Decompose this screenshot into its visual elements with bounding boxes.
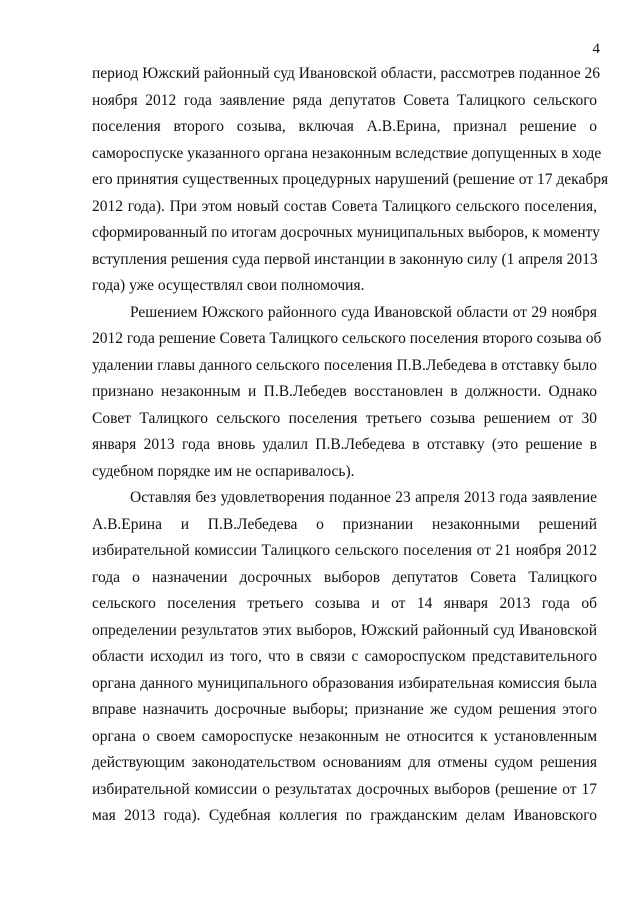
text-line: Решением Южского районного суда Ивановской области от 29 ноября — [130, 303, 597, 321]
document-body — [92, 61, 609, 830]
text-line: избирательной комиссии Талицкого сельского поселения от 21 ноября 2012 — [92, 542, 597, 559]
text-line: определении результатов этих выборов, Южский районный суд Ивановской — [92, 621, 597, 639]
text-line: января 2013 года вновь удалил П.В.Лебедева в отставку (это решение в — [92, 436, 597, 453]
text-line: А.В.Ерина и П.В.Лебедева о признании незаконными решений — [92, 515, 597, 533]
text-line: ноября 2012 года заявление ряда депутатов Совета Талицкого сельского — [92, 91, 597, 109]
text-line: самороспуске указанного органа незаконным вследствие допущенных в ходе — [92, 144, 602, 162]
text-line: года) уже осуществлял свои полномочия. — [92, 277, 365, 294]
text-line: органа данного муниципального образования избирательная комиссия была — [92, 674, 597, 692]
text-line: сформированный по итогам досрочных муниципальных выборов, к моменту — [92, 224, 600, 241]
text-line: области исходил из того, что в связи с самороспуском представительного — [92, 648, 597, 665]
text-line: Оставляя без удовлетворения поданное 23 апреля 2013 года заявление — [130, 489, 597, 506]
text-line: период Южский районный суд Ивановской области, рассмотрев поданное 26 — [92, 65, 601, 82]
paragraph-2 — [92, 300, 602, 486]
text-line: Совет Талицкого сельского поселения третьего созыва решением от 30 — [92, 409, 597, 427]
text-line: вправе назначить досрочные выборы; признание же судом решения этого — [92, 701, 597, 718]
text-line: 2012 года). При этом новый состав Совета Талицкого сельского поселения, — [92, 197, 597, 215]
text-line: признано незаконным и П.В.Лебедев восстановлен в должности. Однако — [92, 383, 597, 400]
text-line: 2012 года решение Совета Талицкого сельского поселения второго созыва об — [92, 330, 602, 347]
text-line: удалении главы данного сельского поселения П.В.Лебедева в отставку было — [92, 356, 597, 374]
text-line: поселения второго созыва, включая А.В.Ерина, признал решение о — [92, 118, 597, 135]
text-line: его принятия существенных процедурных нарушений (решение от 17 декабря — [92, 171, 609, 188]
page-number: 4 — [592, 41, 600, 57]
text-line: избирательной комиссии о результатах досрочных выборов (решение от 17 — [92, 780, 597, 798]
text-line: органа о своем самороспуске незаконным не относится к установленным — [92, 727, 597, 745]
text-line: мая 2013 года). Судебная коллегия по гражданским делам Ивановского — [92, 807, 597, 824]
text-line: вступления решения суда первой инстанции в законную силу (1 апреля 2013 — [92, 250, 598, 268]
paragraph-3 — [92, 485, 597, 830]
text-line: действующим законодательством основаниям для отмены судом решения — [92, 754, 597, 771]
text-line: сельского поселения третьего созыва и от 14 января 2013 года об — [92, 595, 597, 612]
text-line: года о назначении досрочных выборов депутатов Совета Талицкого — [92, 568, 597, 586]
paragraph-1 — [92, 61, 609, 300]
text-line: судебном порядке им не оспаривалось). — [92, 462, 355, 480]
